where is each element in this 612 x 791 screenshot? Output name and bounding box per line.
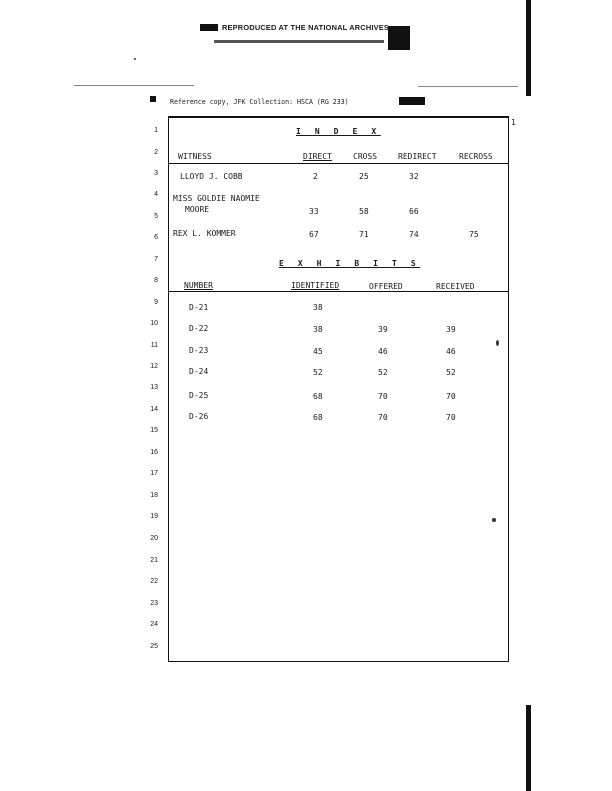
- exhibit-received: 70: [446, 392, 456, 401]
- line-number: 18: [150, 492, 158, 499]
- line-number: 20: [150, 535, 158, 542]
- direct-page: 2: [313, 172, 318, 181]
- cross-page: 71: [359, 230, 369, 239]
- direct-page: 67: [309, 230, 319, 239]
- scan-streak-2: [74, 85, 194, 86]
- line-number: 19: [150, 513, 158, 520]
- scan-mark-ref: [399, 97, 425, 105]
- col-header-received: RECEIVED: [436, 282, 475, 291]
- exhibit-identified: 45: [313, 347, 323, 356]
- witness-name: LLOYD J. COBB: [180, 172, 243, 181]
- exhibit-number: D-26: [189, 412, 209, 421]
- line-number: 25: [150, 643, 158, 650]
- recross-page: 75: [469, 230, 479, 239]
- exhibit-offered: 70: [378, 413, 388, 422]
- line-number: 11: [150, 342, 158, 349]
- page-number: 1: [511, 118, 516, 127]
- line-number: 10: [150, 320, 158, 327]
- line-number: 7: [154, 256, 158, 263]
- exhibit-number: D-25: [189, 391, 209, 400]
- scan-mark-top: [200, 24, 218, 31]
- col-header-number: NUMBER: [184, 281, 213, 290]
- exhibit-number: D-22: [189, 324, 209, 333]
- scan-mark-left: [150, 96, 156, 102]
- scan-mark-top-right: [388, 26, 410, 50]
- exhibits-title: E X H I B I T S: [279, 259, 421, 268]
- line-number: 9: [154, 299, 158, 306]
- line-number: 23: [150, 600, 158, 607]
- line-number: 3: [154, 170, 158, 177]
- witness-name: REX L. KOMMER: [173, 229, 236, 238]
- line-number: 5: [154, 213, 158, 220]
- scan-bar-right-bottom: [526, 705, 531, 791]
- reference-line: Reference copy, JFK Collection: HSCA (RG 233): [170, 98, 349, 106]
- line-number: 8: [154, 277, 158, 284]
- exhibit-offered: 52: [378, 368, 388, 377]
- col-header-identified: IDENTIFIED: [291, 281, 340, 290]
- exhibit-identified: 38: [313, 325, 323, 334]
- cross-page: 25: [359, 172, 369, 181]
- witness-name-line2: MOORE: [185, 205, 210, 214]
- col-header-cross: CROSS: [353, 152, 378, 161]
- speck: [134, 58, 136, 60]
- exhibit-number: D-23: [189, 346, 209, 355]
- index-header-rule: [168, 163, 509, 164]
- line-number: 14: [150, 406, 158, 413]
- line-number: 6: [154, 234, 158, 241]
- line-number: 2: [154, 149, 158, 156]
- exhibit-offered: 46: [378, 347, 388, 356]
- exhibit-offered: 70: [378, 392, 388, 401]
- line-number: 17: [150, 470, 158, 477]
- col-header-redirect: REDIRECT: [398, 152, 437, 161]
- line-number: 22: [150, 578, 158, 585]
- cross-page: 58: [359, 207, 369, 216]
- exhibit-received: 52: [446, 368, 456, 377]
- exhibit-received: 39: [446, 325, 456, 334]
- line-number: 4: [154, 191, 158, 198]
- line-number: 16: [150, 449, 158, 456]
- exhibit-identified: 68: [313, 413, 323, 422]
- direct-page: 33: [309, 207, 319, 216]
- redirect-page: 74: [409, 230, 419, 239]
- exhibit-identified: 38: [313, 303, 323, 312]
- col-header-recross: RECROSS: [459, 152, 493, 161]
- line-number: 24: [150, 621, 158, 628]
- exhibit-received: 46: [446, 347, 456, 356]
- scan-streak-3: [418, 86, 518, 87]
- col-header-direct: DIRECT: [303, 152, 332, 161]
- line-number: 12: [150, 363, 158, 370]
- col-header-witness: WITNESS: [178, 152, 212, 161]
- line-number: 1: [154, 127, 158, 134]
- line-number: 13: [150, 384, 158, 391]
- archive-stamp: REPRODUCED AT THE NATIONAL ARCHIVES: [222, 23, 389, 32]
- redirect-page: 66: [409, 207, 419, 216]
- scan-streak: [214, 40, 384, 43]
- exhibit-offered: 39: [378, 325, 388, 334]
- redirect-page: 32: [409, 172, 419, 181]
- exhibit-received: 70: [446, 413, 456, 422]
- exhibit-identified: 52: [313, 368, 323, 377]
- line-number: 21: [150, 557, 158, 564]
- exhibit-identified: 68: [313, 392, 323, 401]
- index-title: I N D E X: [296, 127, 381, 136]
- exhibits-header-rule: [168, 291, 509, 292]
- col-header-offered: OFFERED: [369, 282, 403, 291]
- scan-bar-right: [526, 0, 531, 96]
- exhibit-number: D-24: [189, 367, 209, 376]
- exhibit-number: D-21: [189, 303, 209, 312]
- witness-name: MISS GOLDIE NAOMIE: [173, 194, 260, 203]
- line-number: 15: [150, 427, 158, 434]
